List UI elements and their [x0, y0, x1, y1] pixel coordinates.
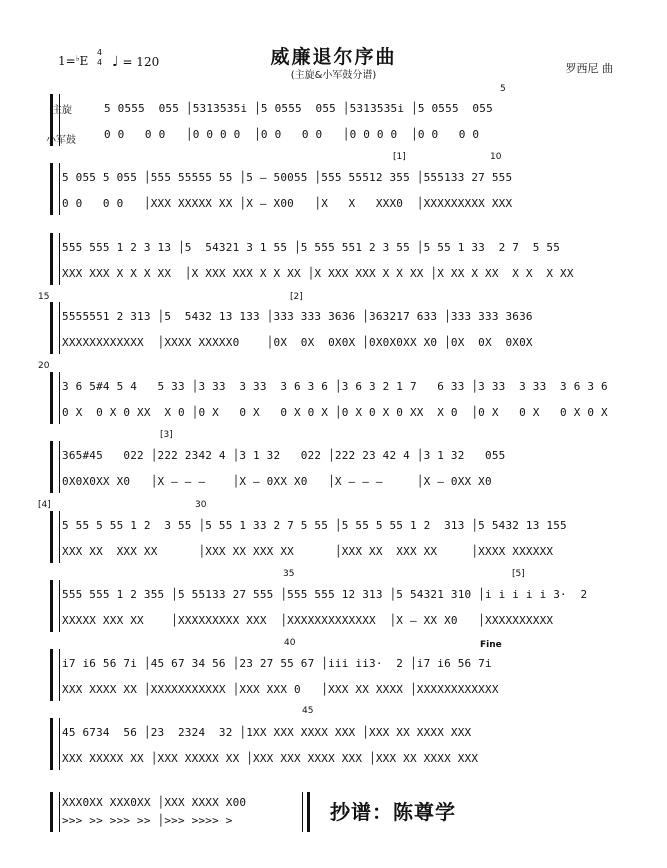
- system-brace: [50, 302, 60, 354]
- instrument-label-drum: 小军鼓: [46, 135, 76, 146]
- score-system-3: [50, 233, 608, 285]
- system-brace: [50, 441, 60, 493]
- system-brace: [50, 94, 60, 146]
- measure-number-5: 5: [500, 84, 506, 94]
- score-system-1: [50, 94, 608, 146]
- melody-staff: 5 0555 055 │5313535i │5 0555 055 │5313535i │5 0555 055: [104, 102, 493, 115]
- melody-staff: 555 555 1 2 355 │5 55133 27 555 │555 555 12 313 │5 54321 310 │i i i i i 3· 2: [62, 588, 588, 601]
- drum-staff: XXXXXXXXXXXX │XXXX XXXXX0 │0X 0X 0X0X │0X0X0XX X0 │0X 0X 0X0X: [62, 336, 533, 349]
- instrument-label-melody: 主旋: [52, 105, 72, 116]
- drum-staff: 0 0 0 0 │XXX XXXXX XX │X — X00 │X X XXX0 │XXXXXXXXX XXX: [62, 197, 513, 210]
- score-system-11: [50, 792, 310, 832]
- time-signature: 4 4: [97, 48, 103, 67]
- score-system-5: [50, 372, 608, 424]
- composer-credit: 罗西尼 曲: [565, 62, 613, 75]
- melody-staff: 365#45 022 │222 2342 4 │3 1 32 022 │222 23 42 4 │3 1 32 055: [62, 449, 506, 462]
- rehearsal-mark-2: [2]: [290, 292, 303, 302]
- system-brace: [50, 233, 60, 285]
- accent-marks: >>> >> >>> >> │>>> >>>> >: [62, 814, 233, 827]
- page-title: 威廉退尔序曲: [270, 46, 397, 68]
- measure-number-15: 15: [38, 292, 50, 302]
- melody-staff: 5555551 2 313 │5 5432 13 133 │333 333 3636 │363217 633 │333 333 3636: [62, 310, 533, 323]
- fine-marking: Fine: [480, 640, 502, 650]
- melody-staff: i7 i6 56 7i │45 67 34 56 │23 27 55 67 │iii ii3· 2 │i7 i6 56 7i: [62, 657, 492, 670]
- key-signature: 1=♭E: [58, 54, 89, 68]
- melody-staff: 45 6734 56 │23 2324 32 │1XX XXX XXXX XXX │XXX XX XXXX XXX: [62, 726, 472, 739]
- page-subtitle: (主旋&小军鼓分谱): [290, 70, 377, 81]
- rehearsal-mark-1: [1]: [393, 152, 406, 162]
- drum-staff: 0X0X0XX X0 │X — — — │X — 0XX X0 │X — — — │X — 0XX X0: [62, 475, 492, 488]
- melody-staff: 3 6 5#4 5 4 5 33 │3 33 3 33 3 6 3 6 │3 6 3 2 1 7 6 33 │3 33 3 33 3 6 3 6: [62, 380, 608, 393]
- measure-number-40: 40: [284, 638, 296, 648]
- measure-number-30: 30: [195, 500, 207, 510]
- rehearsal-mark-3: [3]: [160, 430, 173, 440]
- system-brace: [50, 718, 60, 770]
- drum-staff: XXX XXXXX XX │XXX XXXXX XX │XXX XXX XXXX XXX │XXX XX XXXX XXX: [62, 752, 479, 765]
- drum-staff: XXX XXXX XX │XXXXXXXXXXX │XXX XXX 0 │XXX XX XXXX │XXXXXXXXXXXX: [62, 683, 499, 696]
- measure-number-35: 35: [283, 569, 295, 579]
- score-system-9: [50, 649, 608, 701]
- score-system-2: [50, 163, 608, 215]
- rehearsal-mark-4: [4]: [38, 500, 51, 510]
- drum-staff: XXX XX XXX XX │XXX XX XXX XX │XXX XX XXX XX │XXXX XXXXXX: [62, 545, 554, 558]
- melody-staff: 555 555 1 2 3 13 │5 54321 3 1 55 │5 555 551 2 3 55 │5 55 1 33 2 7 5 55: [62, 241, 561, 254]
- tempo-marking: ♩ = 120: [112, 54, 160, 70]
- system-brace: [50, 511, 60, 563]
- system-brace: [50, 372, 60, 424]
- score-system-10: [50, 718, 608, 770]
- score-system-7: [50, 511, 608, 563]
- drum-staff: XXX0XX XXX0XX │XXX XXXX X00: [62, 796, 247, 809]
- system-brace: [50, 163, 60, 215]
- drum-staff: XXXXX XXX XX │XXXXXXXXX XXX │XXXXXXXXXXXXX │X — XX X0 │XXXXXXXXXX: [62, 614, 554, 627]
- final-barline: [302, 792, 310, 832]
- system-brace: [50, 580, 60, 632]
- drum-staff: XXX XXX X X X XX │X XXX XXX X X XX │X XXX XXX X X XX │X XX X XX X X X XX: [62, 267, 574, 280]
- measure-number-45: 45: [302, 706, 314, 716]
- system-brace: [50, 792, 60, 832]
- rehearsal-mark-5: [5]: [512, 569, 525, 579]
- copyist-credit: 抄谱：陈尊学: [330, 800, 456, 824]
- measure-number-20: 20: [38, 361, 50, 371]
- score-system-6: [50, 441, 608, 493]
- drum-staff: 0 0 0 0 │0 0 0 0 │0 0 0 0 │0 0 0 0 │0 0 0 0: [104, 128, 480, 141]
- system-brace: [50, 649, 60, 701]
- measure-number-10: 10: [490, 152, 502, 162]
- score-system-8: [50, 580, 608, 632]
- melody-staff: 5 55 5 55 1 2 3 55 │5 55 1 33 2 7 5 55 │5 55 5 55 1 2 313 │5 5432 13 155: [62, 519, 567, 532]
- melody-staff: 5 055 5 055 │555 55555 55 │5 — 50055 │555 55512 355 │555133 27 555: [62, 171, 513, 184]
- score-system-4: [50, 302, 608, 354]
- drum-staff: 0 X 0 X 0 XX X 0 │0 X 0 X 0 X 0 X │0 X 0 X 0 XX X 0 │0 X 0 X 0 X 0 X: [62, 406, 608, 419]
